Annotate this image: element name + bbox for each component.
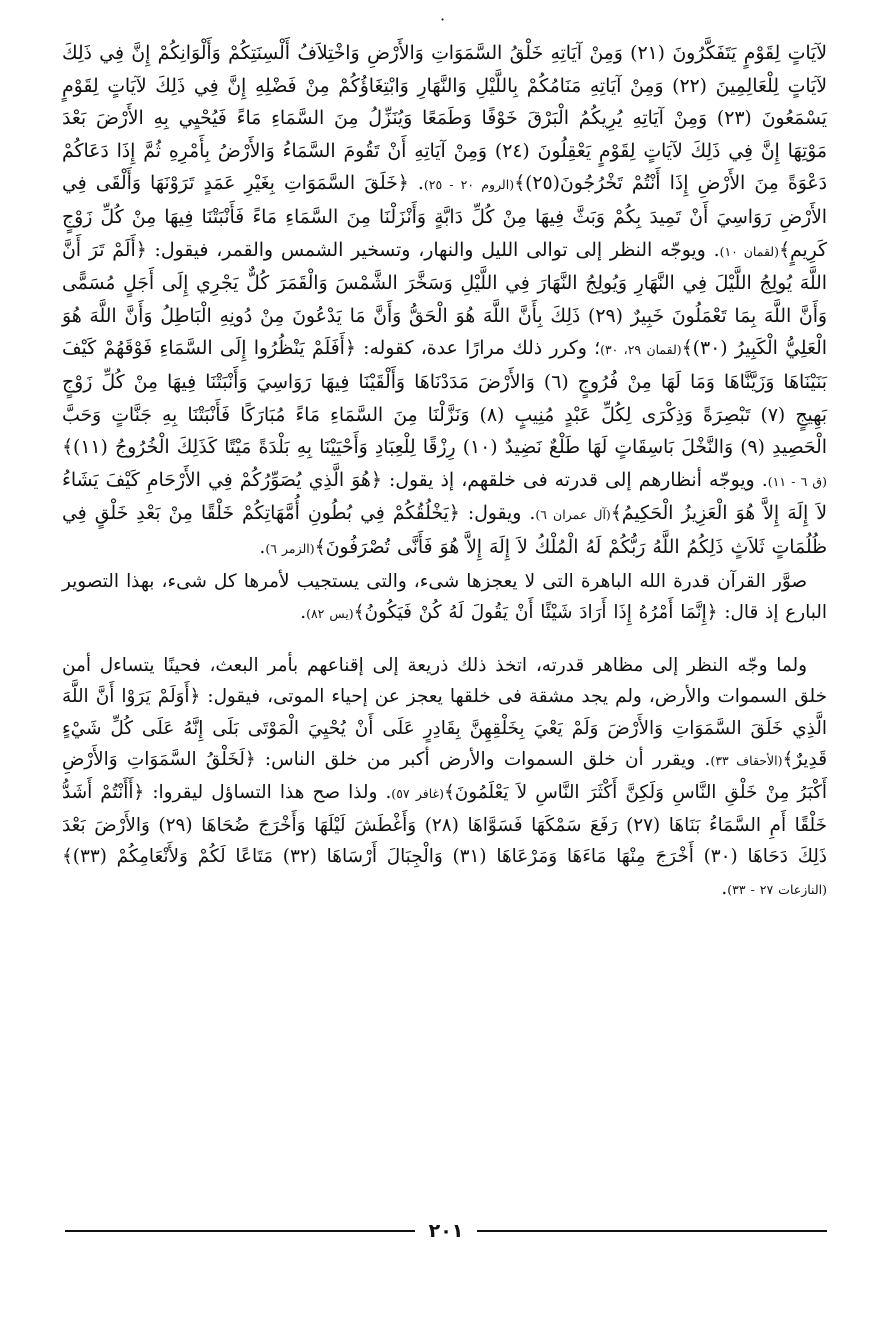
body-text: .	[259, 536, 266, 558]
body-text: . ويقرر أن خلق السموات والأرض أكبر من خلق الناس:	[255, 749, 711, 771]
body-text: .	[300, 602, 307, 624]
body-text: .	[721, 877, 728, 899]
quran-verse: ﴿لَخَلْقُ السَّمَوَاتِ وَالأَرْضِ أَكْبَرُ مِنْ خَلْقِ النَّاسِ وَلَكِنَّ أَكْثَرَ النَّاسِ لاَ يَعْلَمُونَ﴾	[62, 749, 827, 804]
verse-reference: (الزمر ٦)	[265, 540, 315, 556]
quran-verse: ﴿أَوَلَمْ يَرَوْا أَنَّ اللَّهَ الَّذِي خَلَقَ السَّمَوَاتِ وَالأَرْضَ وَلَمْ يَعْيَ بِخَلْقِهِنَّ بِقَادِرٍ عَلَى أَنْ يُحْيِيَ الْمَوْتَى بَلَى إِنَّهُ عَلَى كُلِّ شَيْءٍ قَدِيرٌ﴾	[62, 686, 827, 771]
quran-verse: ﴿أَأَنْتُمْ أَشَدُّ خَلْقًا أَمِ السَّمَاءُ بَنَاهَا (٢٧) رَفَعَ سَمْكَهَا فَسَوَّاهَا (٢٨) وَأَغْطَشَ لَيْلَهَا وَأَخْرَجَ ضُحَاهَا (٢٩) وَالأَرْضَ بَعْدَ ذَلِكَ دَحَاهَا (٣٠) أَخْرَجَ مِنْهَا مَاءَهَا وَمَرْعَاهَا (٣١) وَالْجِبَالَ أَرْسَاهَا (٣٢) مَتَاعًا لَكُمْ وَلأَنْعَامِكُمْ (٣٣)﴾	[62, 782, 828, 868]
top-mark: ·	[440, 10, 446, 29]
body-text: .	[408, 173, 424, 195]
verse-reference: (لقمان ٢٩، ٣٠)	[600, 342, 682, 358]
paragraph-1	[62, 38, 827, 566]
footer-line-left	[65, 1230, 415, 1232]
verse-reference: (لقمان ١٠)	[719, 243, 779, 259]
verse-reference: (النازعات ٢٧ - ٣٣)	[727, 881, 827, 897]
quran-verse: لآيَاتٍ لِقَوْمٍ يَتَفَكَّرُونَ (٢١) وَمِنْ آيَاتِهِ خَلْقُ السَّمَوَاتِ وَالأَرْضِ وَاخْتِلاَفُ أَلْسِنَتِكُمْ وَأَلْوَانِكُمْ إِنَّ فِي ذَلِكَ لآيَاتٍ لِلْعَالِمِينَ (٢٢) وَمِنْ آيَاتِهِ مَنَامُكُمْ بِاللَّيْلِ وَالنَّهَارِ وَابْتِغَاؤُكُمْ مِنْ فَضْلِهِ إِنَّ فِي ذَلِكَ لآيَاتٍ لِقَوْمٍ يَسْمَعُونَ (٢٣) وَمِنْ آيَاتِهِ يُرِيكُمُ الْبَرْقَ خَوْفًا وَطَمَعًا وَيُنَزِّلُ مِنَ السَّمَاءِ مَاءً فَيُحْيِي بِهِ الأَرْضَ بَعْدَ مَوْتِهَا إِنَّ فِي ذَلِكَ لآيَاتٍ لِقَوْمٍ يَعْقِلُونَ (٢٤) وَمِنْ آيَاتِهِ أَنْ تَقُومَ السَّمَاءُ وَالأَرْضُ بِأَمْرِهِ ثُمَّ إِذَا دَعَاكُمْ دَعْوَةً مِنَ الأَرْضِ إِذَا أَنْتُمْ تَخْرُجُونَ(٢٥)﴾	[62, 43, 827, 195]
body-text: . ولذا صح هذا التساؤل ليقروا:	[144, 782, 392, 804]
footer-line-right	[477, 1230, 827, 1232]
paragraph-3	[62, 650, 827, 906]
paragraph-2	[62, 566, 827, 630]
page-number: ٢٠١	[428, 1220, 464, 1242]
verse-reference: (يس ٨٢)	[306, 606, 354, 622]
quran-verse: ﴿خَلَقَ السَّمَوَاتِ بِغَيْرِ عَمَدٍ تَرَوْنَهَا وَأَلْقَى فِي الأَرْضِ رَوَاسِيَ أَنْ تَمِيدَ بِكُمْ وَبَثَّ فِيهَا مِنْ كُلِّ دَابَّةٍ وَأَنْزَلْنَا مِنَ السَّمَاءِ مَاءً فَأَنْبَتْنَا فِيهَا مِنْ كُلِّ زَوْجٍ كَرِيمٍ﴾	[62, 173, 827, 261]
body-text: ولما وجّه النظر إلى مظاهر قدرته، اتخذ ذلك ذريعة إلى إقناعهم بأمر البعث، فحينًا يتساءل أمن خلق السموات والأرض، ولم يجد مشقة فى خلقها يعجز عن إحياء الموتى، فيقول:	[62, 654, 827, 708]
footer-rule	[65, 1221, 827, 1241]
body-text: . ويقول:	[459, 503, 536, 525]
quran-verse: ﴿هُوَ الَّذِي يُصَوِّرُكُمْ فِي الأَرْحَامِ كَيْفَ يَشَاءُ لاَ إِلَهَ إِلاَّ هُوَ الْعَزِيزُ الْحَكِيمُ﴾	[62, 469, 827, 525]
quran-verse: ﴿يَخْلُقُكُمْ فِي بُطُونِ أُمَّهَاتِكُمْ خَلْقًا مِنْ بَعْدِ خَلْقٍ فِي ظُلُمَاتٍ ثَلاَثٍ ذَلِكُمُ اللَّهُ رَبُّكُمْ لَهُ الْمُلْكُ لاَ إِلَهَ إِلاَّ هُوَ فَأَنَّى تُصْرَفُونَ﴾	[62, 503, 827, 558]
body-text: ؛ وكرر ذلك مرارًا عدة، كقوله:	[355, 338, 601, 360]
quran-verse: ﴿أَلَمْ تَرَ أَنَّ اللَّهَ يُولِجُ اللَّيْلَ فِي النَّهَارِ وَيُولِجُ النَّهَارَ فِي اللَّيْلِ وَسَخَّرَ الشَّمْسَ وَالْقَمَرَ كُلٌّ يَجْرِي إِلَى أَجَلٍ مُسَمًّى وَأَنَّ اللَّهَ بِمَا تَعْمَلُونَ خَبِيرٌ (٢٩) ذَلِكَ بِأَنَّ اللَّهَ هُوَ الْحَقُّ وَأَنَّ مَا يَدْعُونَ مِنْ دُونِهِ الْبَاطِلُ وَأَنَّ اللَّهَ هُوَ الْعَلِيُّ الْكَبِيرُ (٣٠)﴾	[62, 239, 827, 360]
page-text-block	[62, 38, 827, 905]
verse-reference: (الأحقاف ٣٣)	[710, 753, 783, 769]
body-text: . ويوجّه النظر إلى توالى الليل والنهار، وتسخير الشمس والقمر، فيقول:	[146, 239, 720, 261]
paragraph-gap	[62, 630, 827, 650]
body-text: صوَّر القرآن قدرة الله الباهرة التى لا يعجزها شىء، والتى يستجيب لأمرها كل شىء، بهذا التصوير البارع إذ قال:	[62, 570, 827, 624]
quran-verse: ﴿إِنَّمَا أَمْرُهُ إِذَا أَرَادَ شَيْئًا أَنْ يَقُولَ لَهُ كُنْ فَيَكُونُ﴾	[353, 602, 718, 624]
verse-reference: (ق ٦ - ١١)	[767, 473, 828, 489]
verse-reference: (الروم ٢٠ - ٢٥)	[423, 177, 515, 193]
verse-reference: (آل عمران ٦)	[535, 507, 611, 523]
quran-verse: ﴿أَفَلَمْ يَنْظُرُوا إِلَى السَّمَاءِ فَوْقَهُمْ كَيْفَ بَنَيْنَاهَا وَزَيَّنَّاهَا وَمَا لَهَا مِنْ فُرُوجٍ (٦) وَالأَرْضَ مَدَدْنَاهَا وَأَلْقَيْنَا فِيهَا رَوَاسِيَ وَأَنْبَتْنَا فِيهَا مِنْ كُلِّ زَوْجٍ بَهِيجٍ (٧) تَبْصِرَةً وَذِكْرَى لِكُلِّ عَبْدٍ مُنِيبٍ (٨) وَنَزَّلْنَا مِنَ السَّمَاءِ مَاءً مُبَارَكًا فَأَنْبَتْنَا بِهِ جَنَّاتٍ وَحَبَّ الْحَصِيدِ (٩) وَالنَّخْلَ بَاسِقَاتٍ لَهَا طَلْعٌ نَضِيدٌ (١٠) رِزْقًا لِلْعِبَادِ وَأَحْيَيْنَا بِهِ بَلْدَةً مَيْتًا كَذَلِكَ الْخُرُوجُ (١١)﴾	[62, 338, 827, 459]
body-text: . ويوجّه أنظارهم إلى قدرته فى خلقهم، إذ يقول:	[381, 469, 768, 491]
verse-reference: (غافر ٥٧)	[391, 786, 444, 802]
